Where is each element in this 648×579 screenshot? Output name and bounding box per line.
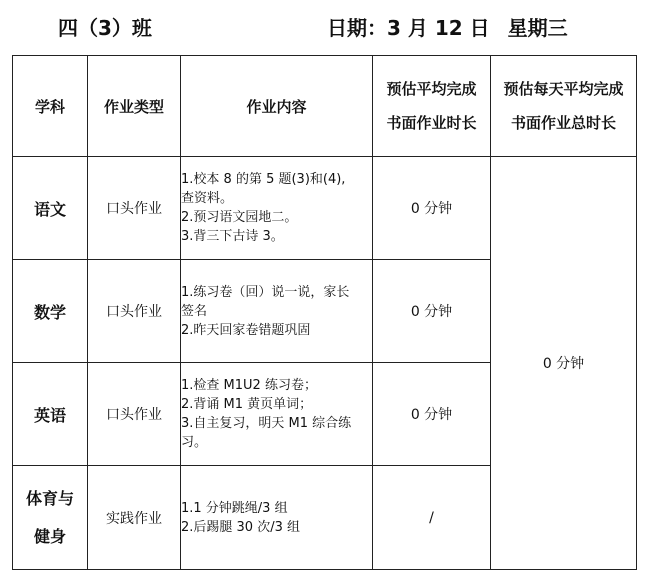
type-cell: 口头作业	[88, 363, 181, 466]
header-avg-time-line1: 预估平均完成	[386, 80, 477, 98]
subject-line1: 体育与	[25, 488, 74, 508]
header-avg-time	[373, 56, 491, 157]
content-line: 3.背三下古诗 3。	[181, 229, 284, 244]
content-line: 3.自主复习，明天 M1 综合练	[181, 416, 352, 431]
time-cell: /	[373, 466, 491, 570]
header-avg-time-line2: 书面作业时长	[386, 114, 477, 132]
content-line: 查资料。	[181, 191, 234, 206]
content-line: 2.昨天回家卷错题巩固	[181, 322, 311, 338]
class-name: 四（3）班	[58, 16, 152, 40]
content-cell	[181, 260, 373, 363]
type-cell: 实践作业	[88, 466, 181, 570]
content-cell	[181, 363, 373, 466]
content-line: 1.校本 8 的第 5 题(3)和(4),	[181, 172, 346, 187]
content-line: 1.1 分钟跳绳/3 组	[181, 500, 288, 516]
page-header	[0, 10, 648, 42]
header-content: 作业内容	[181, 56, 373, 157]
type-cell: 口头作业	[88, 260, 181, 363]
date-line	[327, 12, 568, 41]
header-type: 作业类型	[88, 56, 181, 157]
table-header-row	[13, 56, 637, 157]
time-cell: 0 分钟	[373, 363, 491, 466]
content-line: 2.后踢腿 30 次/3 组	[181, 519, 300, 535]
daily-total-cell: 0 分钟	[491, 157, 637, 570]
content-line: 签名	[181, 303, 208, 319]
subject-cell: 英语	[13, 363, 88, 466]
header-daily-total-line1: 预估每天平均完成	[503, 80, 624, 98]
header-daily-total	[491, 56, 637, 157]
time-cell: 0 分钟	[373, 260, 491, 363]
weekday: 星期三	[507, 16, 568, 40]
subject-cell: 数学	[13, 260, 88, 363]
homework-table	[12, 55, 637, 570]
subject-cell: 语文	[13, 157, 88, 260]
header-subject: 学科	[13, 56, 88, 157]
content-line: 2.预习语文园地二。	[181, 210, 298, 225]
content-line: 习。	[181, 435, 208, 450]
table-row	[13, 157, 637, 260]
header-daily-total-line2: 书面作业总时长	[510, 114, 616, 132]
content-line: 1.练习卷（回）说一说，家长	[181, 284, 350, 300]
content-line: 2.背诵 M1 黄页单词；	[181, 397, 313, 412]
time-cell: 0 分钟	[373, 157, 491, 260]
content-line: 1.检查 M1U2 练习卷；	[181, 378, 317, 393]
content-cell	[181, 466, 373, 570]
subject-cell	[13, 466, 88, 570]
type-cell: 口头作业	[88, 157, 181, 260]
date: 日期：3 月 12 日	[327, 16, 490, 40]
content-cell	[181, 157, 373, 260]
subject-line2: 健身	[33, 526, 66, 546]
